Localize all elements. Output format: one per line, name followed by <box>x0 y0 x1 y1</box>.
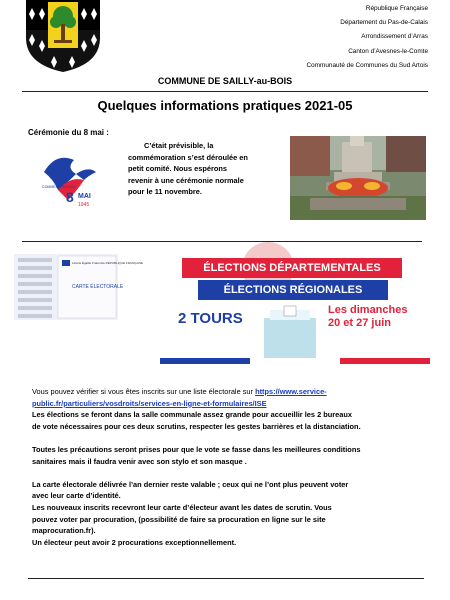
banner-tours: 2 TOURS <box>178 310 243 327</box>
info-verify-lead: Vous pouvez vérifier si vous êtes inscrits sur une liste électorale sur <box>32 387 256 396</box>
banner-dates <box>328 304 407 330</box>
coat-of-arms <box>24 0 102 72</box>
admin-line-departement: Département du Pas-de-Calais <box>340 19 428 27</box>
ceremony-line-1: C’était prévisible, la <box>144 141 214 150</box>
elections-info <box>32 386 432 548</box>
card-label-text: CARTE ÉLECTORALE <box>72 284 124 290</box>
ceremony-heading: Cérémonie du 8 mai : <box>28 128 109 137</box>
admin-line-canton: Canton d’Avesnes-le-Comte <box>348 47 428 55</box>
commune-name: COMMUNE DE SAILLY-au-BOIS <box>157 76 293 86</box>
info-p2-b: sanitaires mais il faudra venir avec son stylo et son masque . <box>32 456 247 466</box>
info-p4-b: pouvez voter par procuration, (possibilité de faire sa procuration en ligne sur le site <box>32 514 326 524</box>
banner-departementales: ÉLECTIONS DÉPARTEMENTALES <box>182 258 402 278</box>
card-header-text: Liberté Égalité Fraternité RÉPUBLIQUE FRANÇAISE <box>72 261 144 265</box>
banner-regionales: ÉLECTIONS RÉGIONALES <box>198 280 388 300</box>
admin-line-communaute: Communauté de Communes du Sud Artois <box>306 61 428 69</box>
info-p5: Un électeur peut avoir 2 procurations exceptionnellement. <box>32 537 237 547</box>
election-banner <box>160 250 430 370</box>
memorial-photo <box>290 136 426 220</box>
commemoration-logo <box>36 150 116 214</box>
banner-dates-line-2: 20 et 27 juin <box>328 317 391 329</box>
info-verify-line <box>32 386 432 398</box>
info-p4-c: maprocuration.fr). <box>32 526 96 536</box>
info-p1-b: de vote nécessaires pour ces deux scrutins, respecter les gestes barrières et la distanciation. <box>32 421 361 431</box>
ceremony-line-5: pour le 11 novembre. <box>128 187 202 197</box>
header-divider <box>22 91 428 92</box>
footer-divider <box>28 578 424 579</box>
info-p1-a: Les élections se feront dans la salle communale assez grande pour accueillir les 2 bureaux <box>32 410 352 420</box>
logo-year-text: 1945 <box>78 202 90 208</box>
info-p2-a: Toutes les précautions seront prises pour que le vote se fasse dans les meilleures conditions <box>32 444 361 454</box>
ceremony-line-4: revenir à une cérémonie normale <box>128 175 244 185</box>
banner-dates-line-1: Les dimanches <box>328 304 408 316</box>
section-divider-1 <box>22 241 422 242</box>
page-title: Quelques informations pratiques 2021-05 <box>97 98 353 113</box>
electoral-card-image <box>14 254 144 320</box>
info-link-line <box>32 398 432 410</box>
info-p3-a: La carte électorale délivrée l’an dernier reste valable ; ceux qui ne l’ont plus peuvent voter <box>32 479 349 489</box>
admin-line-republique: République Française <box>365 5 428 12</box>
ceremony-line-3: petit comité. Nous espérons <box>128 164 227 174</box>
info-p3-b: avec leur carte d’identité. <box>32 491 121 501</box>
ceremony-text <box>128 140 268 198</box>
administrative-header <box>307 2 428 73</box>
admin-line-arrondissement: Arrondissement d’Arras <box>361 33 428 41</box>
service-public-link-cont[interactable]: public.fr/particuliers/vosdroits/services-en-ligne-et-formulaires/ISE <box>32 398 267 408</box>
svg-text:8: 8 <box>66 189 74 205</box>
ceremony-line-2: commémoration s’est déroulée en <box>128 152 248 162</box>
logo-mai-text: MAI <box>78 193 91 200</box>
info-p4-a: Les nouveaux inscrits recevront leur carte d’électeur avant les dates de scrutin. Vous <box>32 502 332 512</box>
logo-commemoration-text: COMMÉMORATION <box>42 185 75 189</box>
service-public-link[interactable]: https://www.service- <box>255 387 327 396</box>
